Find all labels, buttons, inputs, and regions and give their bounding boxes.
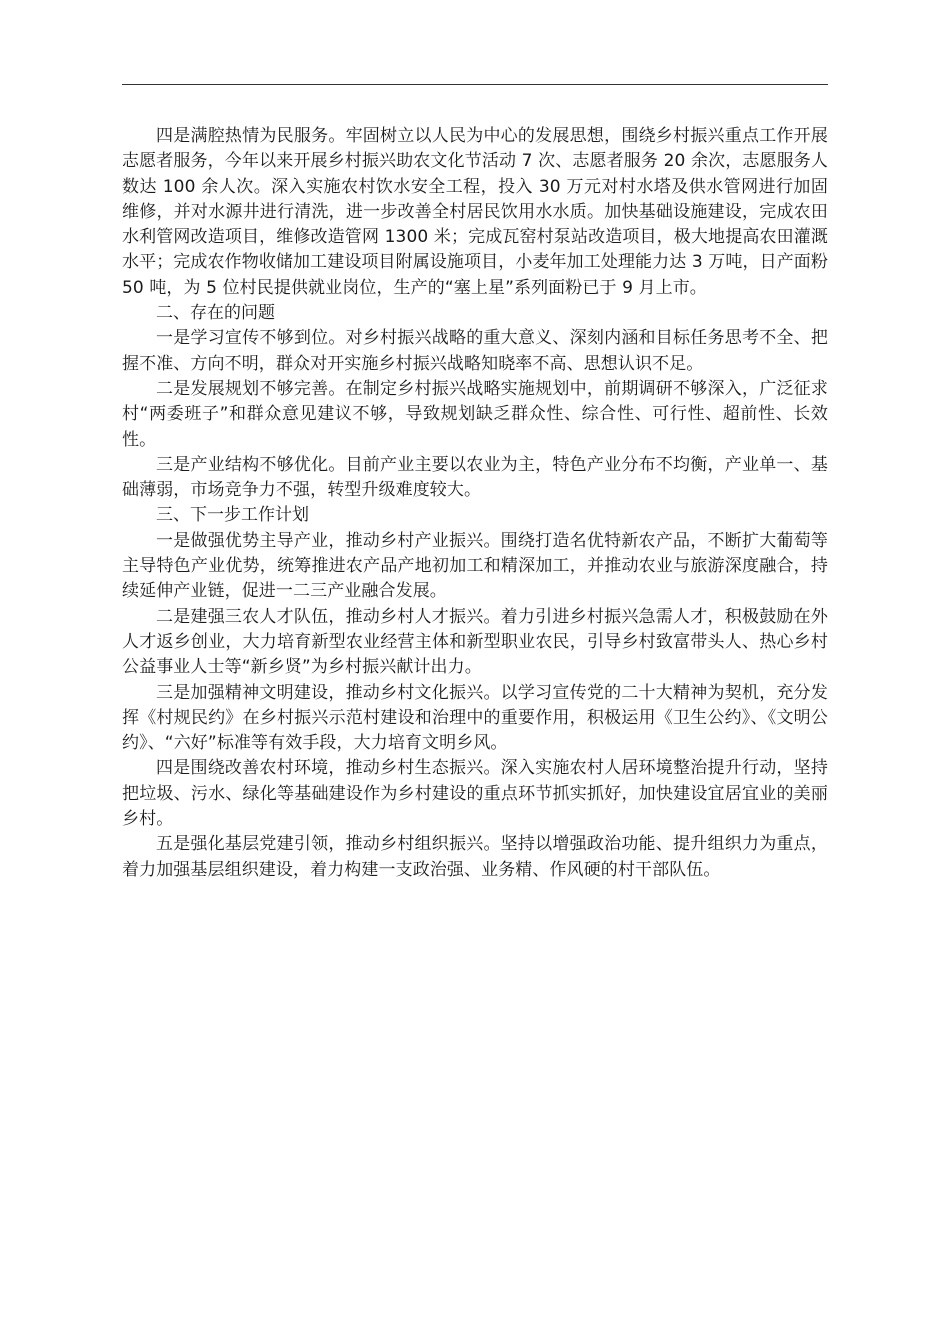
section-heading-problems: 二、存在的问题 [156, 303, 275, 324]
paragraph-problem-publicity: 一是学习宣传不够到位。对乡村振兴战略的重大意义、深刻内涵和目标任务思考不全、把握不准、方向不明，群众对开实施乡村振兴战略知晓率不高、思想认识不足。 [122, 328, 828, 374]
document-body [122, 124, 828, 883]
paragraph-plan-industry: 一是做强优势主导产业，推动乡村产业振兴。围绕打造名优特新农产品，不断扩大葡萄等主导特色产业优势，统筹推进农产品产地初加工和精深加工，并推动农业与旅游深度融合，持续延伸产业链，促进一二三产业融合发展。 [122, 530, 828, 602]
paragraph-plan-talent: 二是建强三农人才队伍，推动乡村人才振兴。着力引进乡村振兴急需人才，积极鼓励在外人才返乡创业，大力培育新型农业经营主体和新型职业农民，引导乡村致富带头人、热心乡村公益事业人士等“新乡贤”为乡村振兴献计出力。 [122, 606, 828, 678]
paragraph-plan-ecology: 四是围绕改善农村环境，推动乡村生态振兴。深入实施农村人居环境整治提升行动，坚持把垃圾、污水、绿化等基础建设作为乡村建设的重点环节抓实抓好，加快建设宜居宜业的美丽乡村。 [122, 758, 828, 830]
paragraph-problem-planning: 二是发展规划不够完善。在制定乡村振兴战略实施规划中，前期调研不够深入，广泛征求村“两委班子”和群众意见建议不够，导致规划缺乏群众性、综合性、可行性、超前性、长效性。 [122, 378, 828, 450]
header-rule [122, 84, 828, 85]
paragraph-service: 四是满腔热情为民服务。牢固树立以人民为中心的发展思想，围绕乡村振兴重点工作开展志愿者服务，今年以来开展乡村振兴助农文化节活动 7 次、志愿者服务 20 余次，志愿服务人数达 100 余人次。深入实施农村饮水安全工程，投入 30 万元对村水塔及供水管网进行加固维修，并对水源井进行清洗，进一步改善全村居民饮用水水质。加快基础设施建设，完成农田水利管网改造项目，维修改造管网 1300 米；完成瓦窑村泵站改造项目，极大地提高农田灌溉水平；完成农作物收储加工建设项目附属设施项目，小麦年加工处理能力达 3 万吨，日产面粉 50 吨，为 5 位村民提供就业岗位，生产的“塞上星”系列面粉已于 9 月上市。 [122, 126, 828, 298]
paragraph-plan-organization: 五是强化基层党建引领，推动乡村组织振兴。坚持以增强政治功能、提升组织力为重点，着力加强基层组织建设，着力构建一支政治强、业务精、作风硬的村干部队伍。 [122, 834, 828, 880]
paragraph-plan-culture: 三是加强精神文明建设，推动乡村文化振兴。以学习宣传党的二十大精神为契机，充分发挥《村规民约》在乡村振兴示范村建设和治理中的重要作用，积极运用《卫生公约》、《文明公约》、“六好”标准等有效手段，大力培育文明乡风。 [122, 682, 828, 754]
paragraph-problem-industry: 三是产业结构不够优化。目前产业主要以农业为主，特色产业分布不均衡，产业单一、基础薄弱，市场竞争力不强，转型升级难度较大。 [122, 454, 828, 501]
section-heading-next-steps: 三、下一步工作计划 [156, 505, 309, 526]
